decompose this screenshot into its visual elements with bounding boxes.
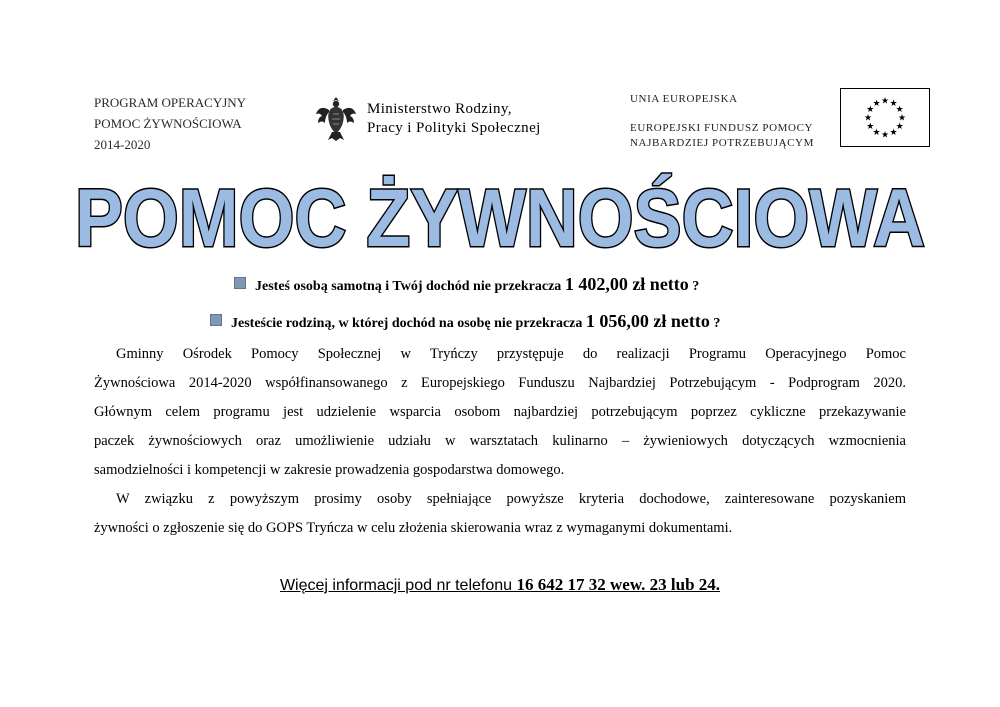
eu-star-icon: ★	[863, 113, 873, 124]
bullet-square-icon	[210, 314, 222, 326]
paragraph-line: żywności o zgłoszenie się do GOPS Tryńcza w celu złożenia skierowania wraz z wymaganymi dokumentami.	[94, 520, 733, 536]
ministry-line: Ministerstwo Rodziny,	[367, 101, 512, 117]
contact-label: Więcej informacji pod nr telefonu	[279, 577, 517, 594]
application-request-paragraph	[94, 485, 906, 543]
ministry-line: Pracy i Polityki Społecznej	[367, 120, 541, 136]
income-limit-amount: 1 402,00 zł netto	[564, 274, 689, 294]
program-line: POMOC ŻYWNOŚCIOWA	[94, 116, 242, 131]
income-limit-amount: 1 056,00 zł netto	[585, 311, 710, 331]
eu-star-icon: ★	[866, 105, 875, 115]
eu-star-icon: ★	[866, 122, 875, 132]
paragraph-line: Gminny Ośrodek Pomocy Społecznej w Tryńczy przystępuje do realizacji Programu Operacyjnego Pomoc	[116, 346, 906, 362]
eu-fund-block	[630, 92, 814, 151]
paragraph-line: W związku z powyższym prosimy osoby spełniające powyższe kryteria dochodowe, zainteresowane pozyskaniem	[116, 491, 906, 507]
eu-star-icon: ★	[880, 96, 890, 107]
eu-flag-icon	[840, 88, 930, 147]
paragraph-line: Głównym celem programu jest udzielenie wsparcia osobom najbardziej potrzebującym poprzez cykliczne przekazywanie	[94, 404, 906, 420]
ministry-name	[367, 100, 541, 138]
banner-title: POMOC ŻYWNOŚCIOWA	[75, 173, 925, 264]
eu-star-icon: ★	[889, 98, 898, 109]
program-line: 2014-2020	[94, 137, 151, 152]
paragraph-line: samodzielności i kompetencji w zakresie prowadzenia gospodarstwa domowego.	[94, 462, 565, 478]
eu-star-icon: ★	[889, 128, 898, 139]
eu-union-label: UNIA EUROPEJSKA	[630, 93, 738, 105]
program-line: PROGRAM OPERACYJNY	[94, 95, 247, 110]
eu-star-icon: ★	[872, 128, 881, 139]
bullet-square-icon	[234, 277, 246, 289]
eu-star-icon: ★	[880, 130, 890, 141]
eagle-emblem-icon	[314, 94, 358, 142]
program-description-paragraph	[94, 340, 906, 485]
eu-star-icon: ★	[895, 122, 904, 132]
eu-star-icon: ★	[895, 105, 904, 115]
eu-fund-line: NAJBARDZIEJ POTRZEBUJĄCYM	[630, 137, 814, 149]
criterion-family: Jesteście rodziną, w której dochód na osobę nie przekracza 1 056,00 zł netto ?	[210, 311, 720, 332]
eu-star-icon: ★	[872, 98, 881, 109]
program-title-block	[94, 92, 246, 155]
main-title-banner	[65, 170, 935, 264]
criterion-single-person: Jesteś osobą samotną i Twój dochód nie przekracza 1 402,00 zł netto ?	[234, 274, 699, 295]
eu-fund-line: EUROPEJSKI FUNDUSZ POMOCY	[630, 122, 814, 134]
paragraph-line: Żywnościowa 2014-2020 współfinansowanego z Europejskiego Funduszu Najbardziej Potrzebującym - Podprogram 2020.	[94, 375, 906, 391]
contact-info: Więcej informacji pod nr telefonu 16 642 17 32 wew. 23 lub 24.	[279, 575, 721, 594]
phone-number: 16 642 17 32 wew. 23 lub 24	[516, 575, 716, 594]
eu-star-icon: ★	[897, 113, 907, 124]
paragraph-line: paczek żywnościowych oraz umożliwienie udziału w warsztatach kulinarno – żywieniowych dotyczących wzmocnienia	[94, 433, 906, 449]
